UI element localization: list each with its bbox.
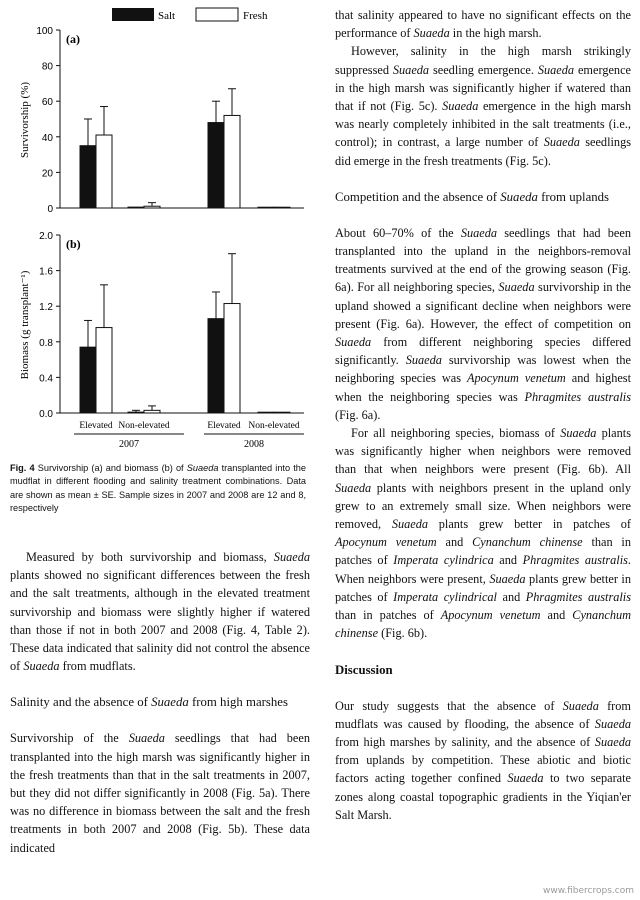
year-label: 2007 bbox=[119, 439, 139, 450]
panel-a-bar-salt bbox=[258, 207, 274, 208]
panel-b-y-tick-label: 2.0 bbox=[39, 231, 53, 242]
caption-label: Fig. 4 bbox=[10, 463, 35, 473]
panel-a-y-tick-label: 80 bbox=[41, 61, 53, 73]
figure-4 bbox=[8, 0, 308, 462]
x-axis-labels bbox=[74, 421, 304, 450]
right-paragraph-1: However, salinity in the high marsh strikingly suppressed Suaeda seedling emergence. Suaeda emergence in the high marsh was significantly higher if watered than that if not (Fig. 5c). Suaeda emergence in the high marsh was nearly completely inhibited in the salt treatments (i.e., control); in contrast, a large number of Suaeda seedlings did emerge in the fresh treatments (Fig. 5c). bbox=[335, 44, 631, 168]
panel-b-bar-salt bbox=[258, 412, 274, 413]
panel-a-bar-salt bbox=[80, 146, 96, 208]
x-category-label: Non-elevated bbox=[248, 421, 300, 431]
x-category-label: Elevated bbox=[79, 421, 113, 431]
legend-salt-swatch bbox=[112, 8, 154, 21]
left-column bbox=[10, 548, 310, 857]
caption-text: Survivorship (a) and biomass (b) of Suaeda transplanted into the mudflat in different flooding and salinity treatment combinations. Data are shown as mean ± SE. Sample sizes in 2007 and 2008 are 12 and 8, respectively bbox=[10, 463, 306, 514]
section-heading-competition: Competition and the absence of Suaeda from uplands bbox=[335, 189, 610, 204]
panel-a-ylabel: Survivorship (%) bbox=[19, 81, 31, 159]
panel-b-bar-fresh bbox=[224, 304, 240, 413]
panel-b bbox=[19, 231, 304, 420]
right-paragraph-3: For all neighboring species, biomass of Suaeda plants was significantly higher when neighbors were removed than that when neighbors were present (Fig. 6b). All Suaeda plants with neighbors present in the upland only grew to an extremely small size. When neighbors were removed, Suaeda plants grew better in patches of Apocynum venetum and Cynanchum chinense than in patches of Imperata cylindrica and Phragmites australis. When neighbors were present, Suaeda plants grew better in patches of Imperata cylindrical and Phragmites australis than in patches of Apocynum venetum and Cynanchum chinense (Fig. 6b). bbox=[335, 426, 632, 641]
panel-b-label: (b) bbox=[66, 237, 81, 251]
panel-a-bar-fresh bbox=[144, 206, 160, 208]
panel-a-y-tick-label: 40 bbox=[41, 132, 53, 144]
panel-b-y-tick-label: 0.4 bbox=[39, 373, 53, 385]
panel-a-label: (a) bbox=[66, 32, 80, 46]
right-paragraph-0: that salinity appeared to have no significant effects on the performance of Suaeda in the high marsh. bbox=[335, 8, 631, 41]
section-heading-discussion: Discussion bbox=[335, 662, 393, 677]
section-heading-salinity: Salinity and the absence of Suaeda from high marshes bbox=[10, 695, 288, 710]
panel-b-bar-fresh bbox=[144, 410, 160, 413]
x-category-label: Elevated bbox=[207, 421, 241, 431]
panel-a-bar-salt bbox=[208, 123, 224, 208]
panel-b-bar-salt bbox=[80, 347, 96, 413]
panel-a-bar-fresh bbox=[224, 115, 240, 208]
legend-salt-label: Salt bbox=[158, 10, 176, 22]
panel-a-bar-fresh bbox=[274, 207, 290, 208]
right-paragraph-2: About 60–70% of the Suaeda seedlings that had been transplanted into the upland in the neighbors-removal treatments survived at the end of the growing season (Fig. 6a). For all neighboring species, Suaeda survivorship in the upland showed a significant decline when neighbors were present (Fig. 6a). However, the effect of competition on Suaeda from different neighboring species differed significantly. Suaeda survivorship was lowest when the neighboring species was Apocynum venetum and highest when the neighboring species was Phragmites australis (Fig. 6a). bbox=[335, 225, 632, 422]
year-label: 2008 bbox=[244, 439, 264, 450]
right-column bbox=[335, 6, 631, 824]
left-paragraph-2: Survivorship of the Suaeda seedlings that had been transplanted into the high marsh was significantly higher in the fresh treatments than that in the salt treatments in 2007, but they did not differ significantly in 2008 (Fig. 5a). There was no difference in biomass between the salt and the fresh treatments in both 2007 and 2008 (Fig. 5b). These data indicated bbox=[10, 731, 310, 855]
figure-caption bbox=[10, 462, 306, 516]
panel-a bbox=[19, 26, 304, 215]
left-paragraph-1: Measured by both survivorship and biomass, Suaeda plants showed no significant differences between the fresh and the salt treatments, although in the elevated treatment survivorship and biomass were slightly higher if watered than those if not in both 2007 and 2008 (Fig. 4, Table 2). These data indicated that salinity did not control the absence of Suaeda from mudflats. bbox=[10, 550, 310, 674]
watermark: www.fibercrops.com bbox=[543, 886, 634, 896]
panel-a-bar-fresh bbox=[96, 135, 112, 208]
panel-a-y-tick-label: 100 bbox=[36, 26, 53, 37]
panel-b-bar-salt bbox=[128, 412, 144, 413]
panel-b-y-tick-label: 1.6 bbox=[39, 266, 53, 278]
legend-fresh-label: Fresh bbox=[243, 10, 268, 22]
panel-a-y-tick-label: 0 bbox=[47, 204, 53, 215]
panel-b-bar-fresh bbox=[96, 328, 112, 413]
legend-fresh-swatch bbox=[196, 8, 238, 21]
panel-b-y-tick-label: 1.2 bbox=[39, 302, 53, 314]
panel-b-bar-salt bbox=[208, 319, 224, 413]
figure-4-chart bbox=[8, 0, 308, 462]
panel-a-y-tick-label: 60 bbox=[41, 97, 53, 109]
right-paragraph-4: Our study suggests that the absence of Suaeda from mudflats was caused by flooding, the absence of Suaeda from high marshes by salinity, and the absence of Suaeda from uplands by competition. These abiotic and biotic factors acting together confined Suaeda to two separate zones along coastal topographic gradients in the Yiqian'er Salt Marsh. bbox=[335, 698, 632, 822]
panel-b-y-tick-label: 0.8 bbox=[39, 337, 53, 349]
panel-b-bar-fresh bbox=[274, 412, 290, 413]
panel-a-bar-salt bbox=[128, 207, 144, 208]
x-category-label: Non-elevated bbox=[118, 421, 170, 431]
panel-a-y-tick-label: 20 bbox=[41, 168, 53, 180]
panel-b-y-tick-label: 0.0 bbox=[39, 409, 53, 420]
panel-b-ylabel: Biomass (g transplant⁻¹) bbox=[19, 270, 31, 380]
